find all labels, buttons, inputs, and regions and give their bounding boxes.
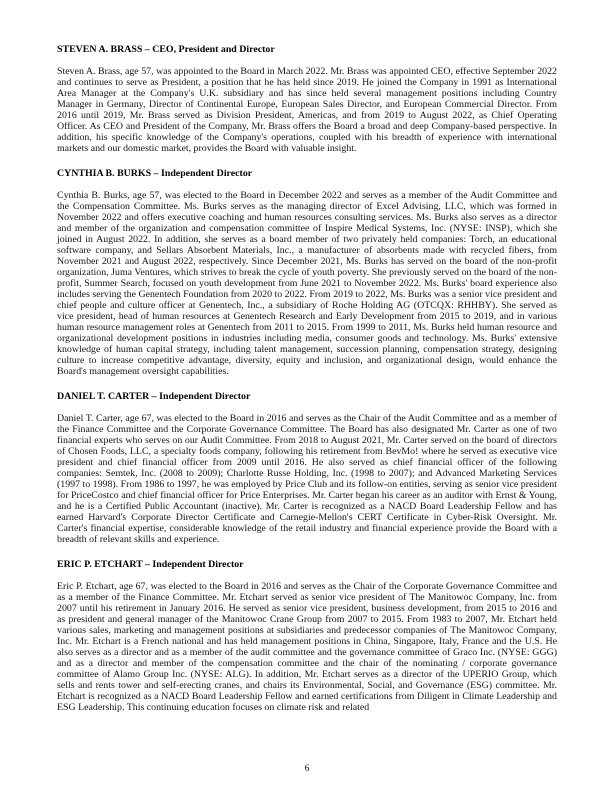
section-heading: DANIEL T. CARTER – Independent Director (57, 391, 251, 402)
bio-section-brass (57, 44, 557, 154)
section-body: Daniel T. Carter, age 67, was elected to the Board in 2016 and serves as the Chair of the Audit Committee and as a member of the Finance Committee and the Corporate Governance Committee. The Board has also designated Mr. Carter as one of two financial experts who serves on our Audit Committee. From 2018 to August 2021, Mr. Carter served on the board of directors of Chosen Foods, LLC, a specialty foods company, following his retirement from BevMo! where he served as executive vice president and chief financial officer from 2009 until 2016. He also served as chief financial officer of the following companies: Semtek, Inc. (2008 to 2009); Charlotte Russe Holding, Inc. (1998 to 2007); and Advanced Marketing Services (1997 to 1998). From 1986 to 1997, he was employed by Price Club and its follow-on entities, serving as senior vice president for PriceCostco and chief financial officer for Price Enterprises. Mr. Carter began his career as an auditor with Ernst & Young, and he is a Certified Public Accountant (inactive). Mr. Carter is recognized as a NACD Board Leadership Fellow and has earned Harvard's Corporate Director Certificate and Carnegie-Mellon's CERT Certificate in Cyber-Risk Oversight. Mr. Carter's financial expertise, considerable knowledge of the retail industry and financial experience provide the Board with a breadth of relevant skills and experience. (57, 413, 557, 545)
page-number: 6 (304, 763, 310, 774)
section-body: Cynthia B. Burks, age 57, was elected to the Board in December 2022 and serves as a member of the Audit Committee and the Compensation Committee. Ms. Burks serves as the managing director of Excel Advising, LLC, which was formed in November 2022 and offers executive coaching and human resources consulting services. Ms. Burks also serves as a director and member of the organization and compensation committee of Inspire Medical Systems, Inc. (NYSE: INSP), which she joined in August 2022. In addition, she serves as a board member of two privately held companies: Torch, an educational software company, and Sellars Absorbent Materials, Inc., a manufacturer of absorbents made with recycled fibers, from November 2021 and August 2022, respectively. Since December 2021, Ms. Burks has served on the board of the non-profit organization, Juma Ventures, which strives to break the cycle of youth poverty. She previously served on the board of the non-profit, Summer Search, focused on youth development from June 2021 to November 2022. Ms. Burks' board experience also includes serving the Genentech Foundation from 2020 to 2022. From 2019 to 2022, Ms. Burks was a senior vice president and chief people and culture officer at Genentech, Inc., a subsidiary of Roche Holding AG (OTCQX: RHHBY). She served as vice president, head of human resources at Genentech Research and Early Development from 2015 to 2019, and in various human resource management roles at Genentech from 2011 to 2015. From 1999 to 2011, Ms. Burks held human resource and organizational development positions in industries including media, consumer goods and technology. Ms. Burks' extensive knowledge of human capital strategy, including talent management, succession planning, compensation strategy, designing culture to increase competitive advantage, diversity, equity and inclusion, and organizational design, would enhance the Board's management oversight capabilities. (57, 190, 557, 377)
section-body: Steven A. Brass, age 57, was appointed to the Board in March 2022. Mr. Brass was appointed CEO, effective September 2022 and continues to serve as President, a position that he has held since 2019. He joined the Company in 1991 as International Area Manager at the Company's U.K. subsidiary and has since held several management positions including Country Manager in Germany, Director of Continental Europe, European Sales Director, and European Commercial Director. From 2016 until 2019, Mr. Brass served as Division President, Americas, and from 2019 to August 2022, as Chief Operating Officer. As CEO and President of the Company, Mr. Brass offers the Board a broad and deep Company-based perspective. In addition, his specific knowledge of the Company's operations, coupled with his breadth of experience with international markets and our domestic market, provides the Board with valuable insight. (57, 66, 557, 154)
section-heading: ERIC P. ETCHART – Independent Director (57, 559, 244, 570)
section-heading: STEVEN A. BRASS – CEO, President and Director (57, 44, 275, 55)
section-body: Eric P. Etchart, age 67, was elected to the Board in 2016 and serves as the Chair of the Corporate Governance Committee and as a member of the Finance Committee. Mr. Etchart served as senior vice president of The Manitowoc Company, Inc. from 2007 until his retirement in January 2016. He served as senior vice president, business development, from 2015 to 2016 and as president and general manager of the Manitowoc Crane Group from 2007 to 2015. From 1983 to 2007, Mr. Etchart held various sales, marketing and management positions at subsidiaries and predecessor companies of The Manitowoc Company, Inc. Mr. Etchart is a French national and has held management positions in China, Singapore, Italy, France and the U.S. He also serves as a director and as a member of the audit committee and the governance committee of Graco Inc. (NYSE: GGG) and as a director and member of the compensation committee and the chair of the nominating / corporate governance committee of Alamo Group Inc. (NYSE: ALG). In addition, Mr. Etchart serves as a director of the UPERIO Group, which sells and rents tower and self-erecting cranes, and chairs its Environmental, Social, and Governance (ESG) committee. Mr. Etchart is recognized as a NACD Board Leadership Fellow and earned certifications from Diligent in Climate Leadership and ESG Leadership. This continuing education focuses on climate risk and related (57, 581, 557, 713)
bio-section-carter (57, 391, 557, 545)
bio-section-etchart (57, 559, 557, 713)
bio-section-burks (57, 168, 557, 377)
section-heading: CYNTHIA B. BURKS – Independent Director (57, 168, 253, 179)
